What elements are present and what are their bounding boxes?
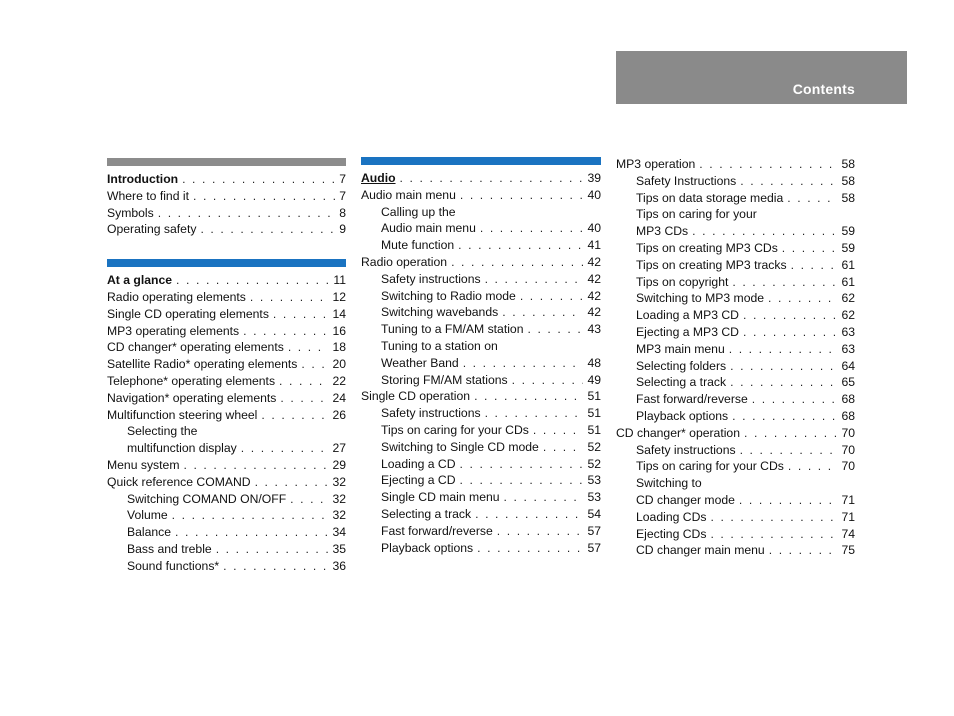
toc-page-number: 24 [332,390,346,405]
toc-entry-label: Ejecting a CD [381,473,456,488]
toc-entry[interactable] [361,456,601,473]
toc-page-number: 68 [841,408,855,423]
toc-page-number: 59 [841,224,855,239]
toc-entry-label: multifunction display [127,441,237,456]
toc-page-number: 62 [841,291,855,306]
toc-entry[interactable] [361,204,601,221]
toc-leader-dots [710,526,837,543]
toc-leader-dots [261,407,328,424]
toc-leader-dots [732,408,837,425]
toc-entry[interactable] [107,323,346,340]
toc-entry[interactable] [107,205,346,222]
toc-page-number: 61 [841,257,855,272]
toc-entry-label: Loading a MP3 CD [636,308,739,323]
toc-entry[interactable] [361,523,601,540]
toc-page-number: 43 [587,322,601,337]
toc-leader-dots [730,374,837,391]
toc-entry[interactable] [616,442,855,459]
toc-page-number: 42 [587,271,601,286]
toc-entry[interactable] [616,374,855,391]
toc-leader-dots [730,358,837,375]
toc-entry[interactable] [616,526,855,543]
toc-page-number: 36 [332,558,346,573]
toc-leader-dots [216,541,329,558]
toc-entry[interactable] [616,358,855,375]
toc-page-number: 9 [339,222,346,237]
toc-entry-label: Navigation* operating elements [107,390,277,405]
toc-leader-dots [400,170,584,187]
toc-entry-label: Radio operation [361,254,448,269]
toc-entry-label: CD changer main menu [636,543,765,558]
toc-leader-dots [172,507,329,524]
toc-entry[interactable] [361,304,601,321]
toc-page-number: 51 [587,406,601,421]
toc-entry-label: Volume [127,508,168,523]
toc-page-number: 22 [332,373,346,388]
toc-entry[interactable] [616,324,855,341]
toc-entry[interactable] [107,373,346,390]
toc-leader-dots [768,290,837,307]
toc-leader-dots [485,405,584,422]
toc-entry-label: Audio main menu [361,187,456,202]
toc-leader-dots [533,422,584,439]
toc-entry-label: Tips on caring for your CDs [636,459,784,474]
toc-entry[interactable] [107,524,346,541]
toc-entry-label: Tuning to a station on [381,338,498,353]
toc-entry[interactable] [107,541,346,558]
toc-entry-label: MP3 main menu [636,341,725,356]
toc-page-number: 27 [332,441,346,456]
toc-entry[interactable] [107,221,346,238]
toc-entry[interactable] [107,507,346,524]
toc-entry[interactable] [361,489,601,506]
section-bar [107,158,346,166]
toc-leader-dots [502,304,583,321]
toc-entry-label: Where to find it [107,188,189,203]
toc-entry[interactable] [361,405,601,422]
toc-entry[interactable] [361,355,601,372]
toc-entry-label: Safety instructions [381,271,481,286]
toc-page-number: 49 [587,372,601,387]
toc-entry-label: Switching wavebands [381,305,499,320]
toc-entry-label: Tips on copyright [636,274,729,289]
toc-leader-dots [279,373,328,390]
toc-leader-dots [451,254,583,271]
toc-entry-label: Bass and treble [127,541,212,556]
toc-page-number: 58 [841,157,855,171]
toc-entry-label: Tips on caring for your [636,207,757,222]
toc-leader-dots [787,190,837,207]
toc-entry[interactable] [107,440,346,457]
toc-leader-dots [788,458,838,475]
toc-page-number: 42 [587,254,601,269]
toc-leader-dots [485,271,584,288]
toc-entry[interactable] [361,220,601,237]
toc-entry-label: Operating safety [107,222,197,237]
toc-page-number: 7 [339,172,346,186]
toc-entry-label: Storing FM/AM stations [381,372,508,387]
toc-entry-label: Playback options [636,408,729,423]
toc-entry[interactable] [361,388,601,405]
toc-leader-dots [512,372,584,389]
toc-leader-dots [193,188,335,205]
toc-leader-dots [158,205,335,222]
toc-entry-label: Fast forward/reverse [381,523,493,538]
toc-entry[interactable] [107,171,346,188]
toc-leader-dots [460,187,584,204]
toc-page-number: 74 [841,526,855,541]
toc-page-number: 53 [587,490,601,505]
toc-leader-dots [504,489,584,506]
toc-leader-dots [743,307,837,324]
toc-page-number: 26 [332,407,346,422]
toc-entry[interactable] [361,288,601,305]
toc-entry[interactable] [361,321,601,338]
toc-entry-label: Selecting a track [381,506,472,521]
toc-entry[interactable] [361,254,601,271]
toc-entry-label: Single CD operating elements [107,306,269,321]
toc-entry-label: Selecting a track [636,375,727,390]
toc-entry[interactable] [107,188,346,205]
toc-leader-dots [460,472,584,489]
toc-page-number: 58 [841,190,855,205]
toc-leader-dots [743,324,837,341]
toc-leader-dots [273,306,329,323]
toc-leader-dots [474,388,583,405]
toc-entry[interactable] [616,156,855,173]
toc-leader-dots [223,558,328,575]
toc-entry-label: Loading CDs [636,509,707,524]
toc-entry-label: Tips on creating MP3 tracks [636,257,787,272]
toc-leader-dots [740,442,838,459]
toc-entry-label: Safety instructions [636,442,736,457]
toc-entry[interactable] [616,190,855,207]
toc-entry-label: Balance [127,525,172,540]
toc-entry[interactable] [361,170,601,187]
toc-page-number: 32 [332,508,346,523]
toc-entry[interactable] [616,341,855,358]
toc-entry[interactable] [616,206,855,223]
toc-entry[interactable] [107,390,346,407]
toc-entry-label: Audio main menu [381,221,476,236]
toc-page-number: 71 [841,509,855,524]
toc-entry[interactable] [616,425,855,442]
toc-page-number: 29 [332,457,346,472]
toc-leader-dots [288,339,329,356]
toc-entry[interactable] [107,491,346,508]
toc-entry-label: Playback options [381,540,474,555]
toc-leader-dots [497,523,584,540]
toc-leader-dots [740,173,837,190]
toc-entry[interactable] [361,187,601,204]
toc-entry-label: Tips on caring for your CDs [381,422,529,437]
toc-entry-label: Weather Band [381,355,459,370]
toc-entry-label: Selecting folders [636,358,727,373]
header-bar [616,51,907,104]
toc-page-number: 61 [841,274,855,289]
toc-entry-label: CD changer* operating elements [107,340,284,355]
toc-page-number: 48 [587,355,601,370]
toc-entry[interactable] [107,356,346,373]
toc-entry-label: Single CD main menu [381,490,500,505]
toc-entry[interactable] [361,472,601,489]
toc-page-number: 51 [587,422,601,437]
toc-entry-label: Safety Instructions [636,173,737,188]
toc-page-number: 39 [587,171,601,185]
toc-leader-dots [460,456,584,473]
toc-entry-label: Tips on creating MP3 CDs [636,240,778,255]
toc-page-number: 70 [841,459,855,474]
toc-entry[interactable] [361,372,601,389]
toc-entry[interactable] [616,475,855,492]
toc-entry[interactable] [616,458,855,475]
toc-page-number: 40 [587,187,601,202]
toc-entry[interactable] [616,290,855,307]
toc-page-number: 52 [587,456,601,471]
toc-page-number: 59 [841,240,855,255]
toc-leader-dots [183,457,328,474]
toc-entry[interactable] [107,289,346,306]
toc-entry[interactable] [361,540,601,557]
toc-entry-label: MP3 operation [616,157,696,171]
toc-entry-label: Menu system [107,457,180,472]
toc-leader-dots [543,439,584,456]
toc-entry-label: Ejecting CDs [636,526,707,541]
toc-entry[interactable] [107,423,346,440]
toc-entry[interactable] [616,223,855,240]
toc-entry[interactable] [616,274,855,291]
toc-leader-dots [744,425,837,442]
toc-page-number: 64 [841,358,855,373]
toc-entry-label: Introduction [107,172,179,186]
toc-entry[interactable] [107,339,346,356]
toc-page-number: 34 [332,525,346,540]
toc-page-number: 51 [587,389,601,404]
toc-page-number: 12 [332,289,346,304]
toc-column-1 [107,158,346,575]
toc-page-number: 14 [332,306,346,321]
toc-leader-dots [769,542,838,559]
toc-page-number: 75 [841,543,855,558]
toc-page-number: 42 [587,305,601,320]
toc-entry-label: Telephone* operating elements [107,373,276,388]
toc-page-number: 63 [841,324,855,339]
toc-leader-dots [752,391,838,408]
toc-entry[interactable] [616,307,855,324]
toc-page-number: 8 [339,205,346,220]
toc-entry-label: Selecting the [127,424,198,439]
toc-page-number: 54 [587,506,601,521]
toc-entry-label: Switching COMAND ON/OFF [127,491,287,506]
toc-page-number: 71 [841,492,855,507]
toc-page-number: 68 [841,392,855,407]
toc-entry[interactable] [107,457,346,474]
toc-page-number: 53 [587,473,601,488]
toc-page-number: 62 [841,308,855,323]
toc-page-number: 42 [587,288,601,303]
toc-entry[interactable] [616,240,855,257]
toc-entry[interactable] [361,237,601,254]
toc-entry-label: Ejecting a MP3 CD [636,324,739,339]
section-gap [107,238,346,259]
toc-leader-dots [475,506,583,523]
toc-page-number: 7 [339,188,346,203]
toc-entry[interactable] [361,422,601,439]
toc-entry-label: Symbols [107,205,154,220]
toc-entry[interactable] [361,506,601,523]
toc-leader-dots [182,171,335,188]
toc-page-number: 57 [587,540,601,555]
toc-page-number: 70 [841,425,855,440]
toc-page-number: 20 [332,357,346,372]
section-bar [107,259,346,267]
toc-entry-label: Safety instructions [381,406,481,421]
toc-entry-label: Switching to [636,476,702,491]
toc-leader-dots [739,492,838,509]
toc-leader-dots [301,356,328,373]
toc-entry-label: Quick reference COMAND [107,474,251,489]
toc-page-number: 40 [587,221,601,236]
toc-entry[interactable] [361,271,601,288]
toc-page-number: 57 [587,523,601,538]
toc-page-number: 41 [587,238,601,253]
toc-entry-label: CD changer mode [636,492,735,507]
toc-leader-dots [250,289,329,306]
toc-entry[interactable] [616,542,855,559]
toc-entry-label: Sound functions* [127,558,220,573]
toc-entry[interactable] [107,407,346,424]
toc-entry-label: MP3 operating elements [107,323,240,338]
toc-entry-label: At a glance [107,273,173,288]
toc-entry-label: Calling up the [381,204,456,219]
toc-entry-label: Switching to Radio mode [381,288,516,303]
section-bar [361,157,601,165]
toc-page-number: 32 [332,491,346,506]
toc-leader-dots [255,474,329,491]
toc-leader-dots [243,323,328,340]
toc-leader-dots [480,220,584,237]
toc-leader-dots [732,274,837,291]
toc-entry[interactable] [616,391,855,408]
toc-entry-label: Mute function [381,238,455,253]
toc-page-number: 52 [587,439,601,454]
toc-entry[interactable] [361,338,601,355]
toc-leader-dots [692,223,837,240]
toc-entry-label: Switching to Single CD mode [381,439,539,454]
toc-leader-dots [520,288,584,305]
toc-page-number: 63 [841,341,855,356]
toc-entry[interactable] [616,408,855,425]
toc-leader-dots [280,390,328,407]
toc-leader-dots [175,524,328,541]
toc-entry[interactable] [616,257,855,274]
toc-entry-label: Multifunction steering wheel [107,407,258,422]
toc-entry[interactable] [107,306,346,323]
toc-leader-dots [458,237,583,254]
toc-entry[interactable] [616,509,855,526]
toc-page-number: 32 [332,474,346,489]
toc-entry[interactable] [107,474,346,491]
toc-leader-dots [699,156,837,173]
toc-entry-label: Loading a CD [381,456,456,471]
toc-entry-label: Satellite Radio* operating elements [107,357,298,372]
toc-entry[interactable] [107,558,346,575]
toc-leader-dots [477,540,583,557]
toc-column-2 [361,157,601,556]
toc-page-number: 11 [333,273,346,288]
toc-page-number: 16 [332,323,346,338]
toc-leader-dots [290,491,328,508]
toc-entry[interactable] [107,272,346,289]
toc-entry-label: Audio [361,171,396,185]
toc-entry-label: Tips on data storage media [636,190,784,205]
toc-leader-dots [782,240,838,257]
toc-entry-label: Fast forward/reverse [636,392,748,407]
toc-page-number: 58 [841,173,855,188]
toc-leader-dots [791,257,838,274]
toc-page-number: 18 [332,340,346,355]
toc-leader-dots [463,355,584,372]
toc-entry[interactable] [616,173,855,190]
toc-entry-label: CD changer* operation [616,425,740,440]
toc-leader-dots [241,440,329,457]
toc-leader-dots [176,272,329,289]
toc-entry-label: Switching to MP3 mode [636,291,765,306]
toc-entry-label: Single CD operation [361,389,471,404]
toc-column-3 [616,156,855,559]
toc-entry-label: Tuning to a FM/AM station [381,322,524,337]
toc-leader-dots [527,321,583,338]
toc-page-number: 35 [332,541,346,556]
toc-leader-dots [729,341,838,358]
toc-entry[interactable] [616,492,855,509]
toc-entry-label: Radio operating elements [107,289,246,304]
toc-entry[interactable] [361,439,601,456]
toc-leader-dots [200,221,335,238]
toc-page-number: 65 [841,375,855,390]
toc-entry-label: MP3 CDs [636,224,689,239]
page-title: Contents [792,81,855,97]
toc-leader-dots [710,509,837,526]
toc-page-number: 70 [841,442,855,457]
